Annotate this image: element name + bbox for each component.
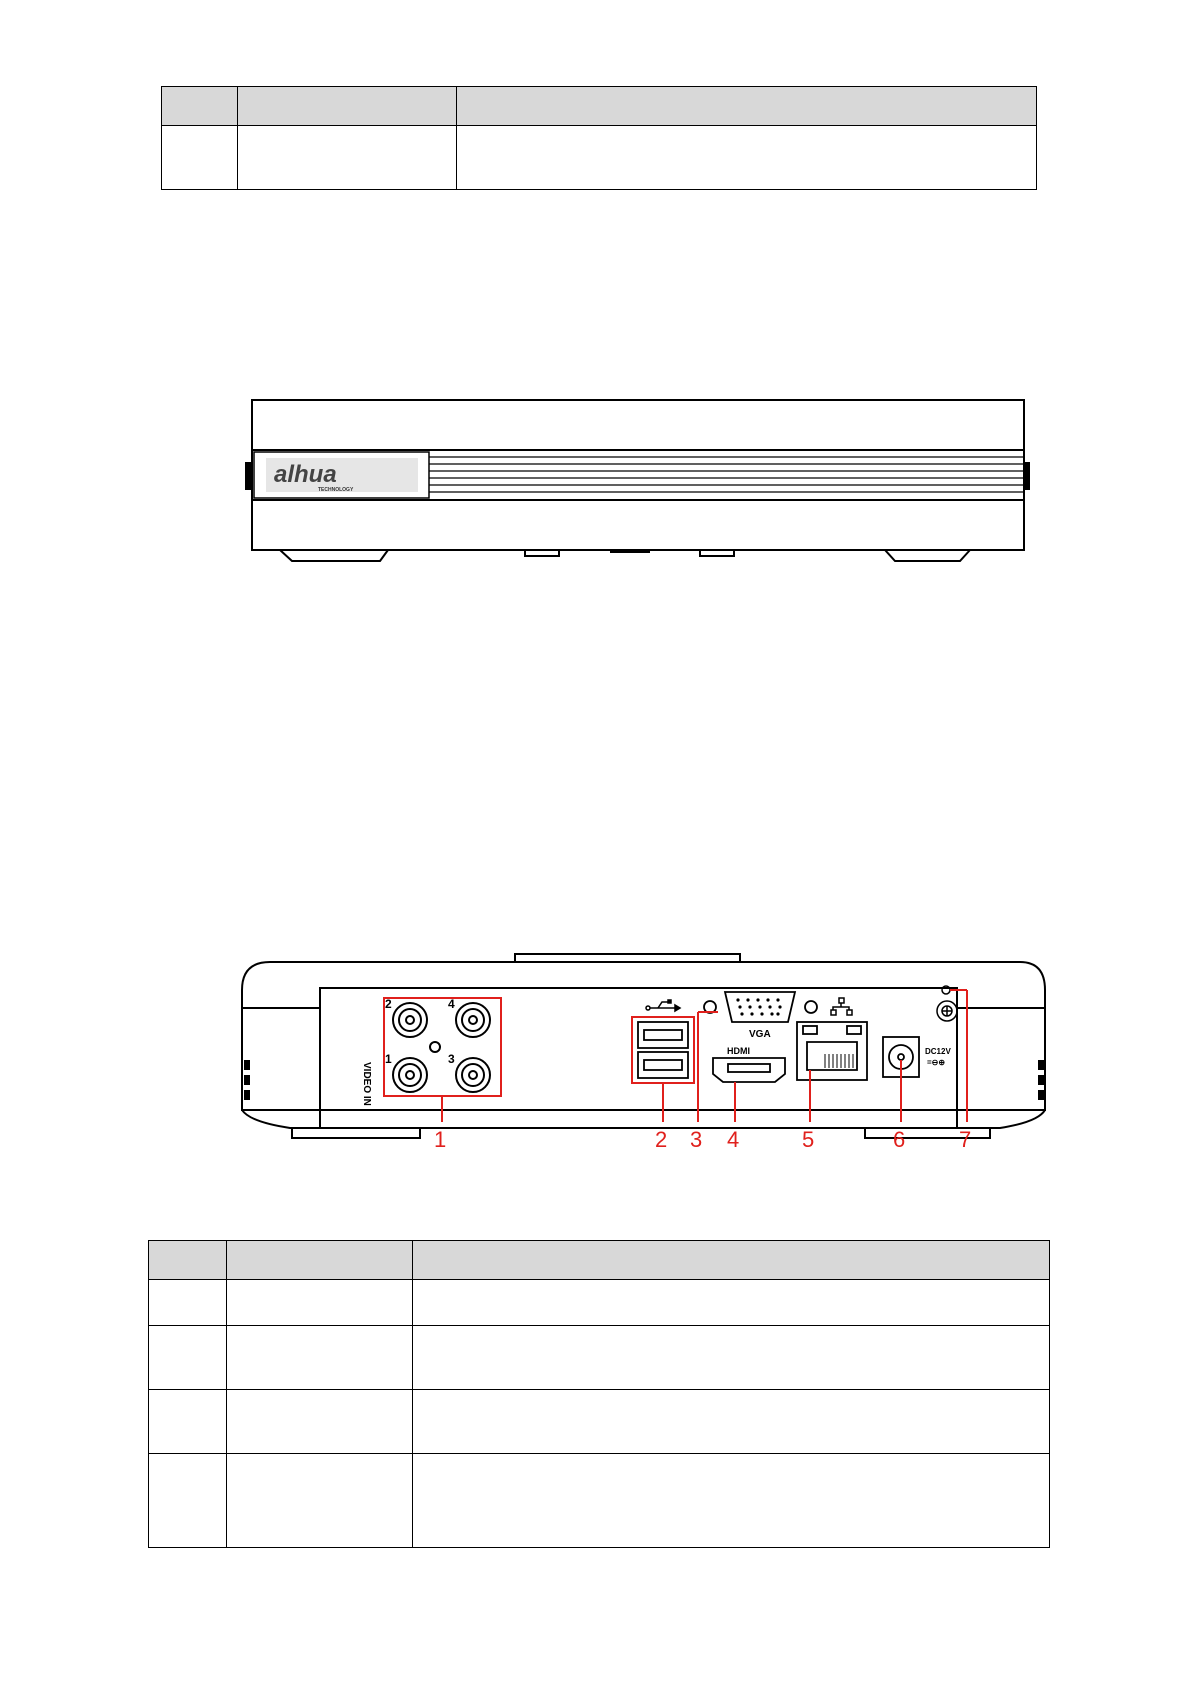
power-label: DC12V xyxy=(925,1047,951,1056)
bnc-number: 4 xyxy=(448,997,455,1011)
table-cell xyxy=(227,1280,413,1326)
table-cell xyxy=(149,1326,227,1390)
table-cell xyxy=(162,126,238,190)
table-cell xyxy=(227,1390,413,1454)
table-cell xyxy=(457,126,1037,190)
table-header-row xyxy=(162,87,1037,126)
callout-number: 5 xyxy=(802,1127,815,1152)
brand-logo-subtext: TECHNOLOGY xyxy=(318,487,354,493)
rear-panel-drawing xyxy=(230,950,1050,1180)
table-header-row xyxy=(149,1241,1050,1280)
table-cell xyxy=(227,1454,413,1548)
table-cell xyxy=(149,1390,227,1454)
table-row xyxy=(149,1280,1050,1326)
table-cell xyxy=(238,126,457,190)
table-row xyxy=(162,126,1037,190)
table-cell xyxy=(413,1280,1050,1326)
header-cell xyxy=(149,1241,227,1280)
ground-screw xyxy=(937,986,957,1021)
header-cell xyxy=(162,87,238,126)
callout-number: 3 xyxy=(690,1127,703,1152)
bnc-number: 3 xyxy=(448,1052,455,1066)
table-cell xyxy=(413,1326,1050,1390)
table-row xyxy=(149,1454,1050,1548)
front-panel-figure xyxy=(230,395,1030,570)
usb-icon xyxy=(646,1000,680,1011)
callout-number: 6 xyxy=(893,1127,906,1152)
header-cell xyxy=(238,87,457,126)
table-row xyxy=(149,1390,1050,1454)
video-in-label: VIDEO IN xyxy=(361,1062,372,1106)
bnc-number: 2 xyxy=(385,997,392,1011)
bnc-number: 1 xyxy=(385,1052,392,1066)
callout-number: 2 xyxy=(655,1127,668,1152)
table-cell xyxy=(227,1326,413,1390)
header-cell xyxy=(227,1241,413,1280)
header-cell xyxy=(457,87,1037,126)
callout-number: 7 xyxy=(959,1127,972,1152)
table-row xyxy=(149,1326,1050,1390)
table-cell xyxy=(413,1390,1050,1454)
brand-logo: alhua xyxy=(274,461,337,488)
table-cell xyxy=(413,1454,1050,1548)
front-panel-drawing xyxy=(230,395,1030,570)
table-cell xyxy=(149,1454,227,1548)
callout-number: 4 xyxy=(727,1127,740,1152)
table-cell xyxy=(149,1280,227,1326)
top-spec-table xyxy=(161,86,1037,190)
rear-panel-figure xyxy=(230,950,1050,1180)
header-cell xyxy=(413,1241,1050,1280)
hdmi-label: HDMI xyxy=(727,1046,750,1056)
power-polarity-icon: =⊖⊕ xyxy=(927,1058,946,1067)
callout-number: 1 xyxy=(434,1127,447,1152)
vga-label: VGA xyxy=(749,1029,771,1040)
rear-panel-spec-table xyxy=(148,1240,1050,1548)
network-icon xyxy=(831,998,852,1015)
